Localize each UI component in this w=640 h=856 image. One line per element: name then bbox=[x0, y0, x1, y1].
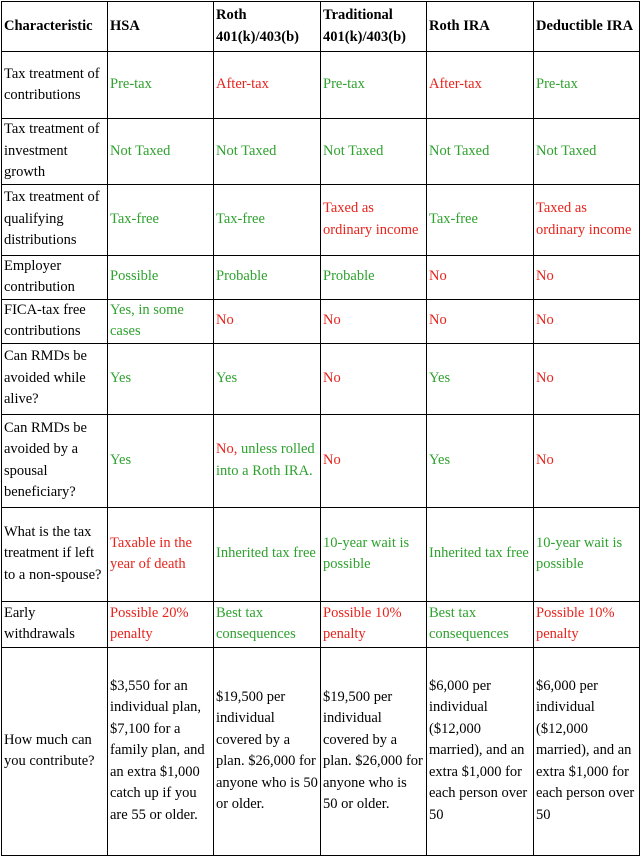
cell-text: Taxed as ordinary income bbox=[323, 200, 419, 238]
cell-traditional-401k bbox=[321, 119, 427, 185]
cell-text: Yes, in some cases bbox=[110, 301, 184, 339]
cell-traditional-401k bbox=[321, 647, 427, 855]
table-row bbox=[2, 601, 640, 647]
table-row bbox=[2, 343, 640, 414]
cell-text: $6,000 per individual ($12,000 married), and an extra $1,000 for each person over 50 bbox=[536, 677, 635, 823]
header-hsa: HSA bbox=[108, 2, 214, 52]
header-characteristic: Characteristic bbox=[2, 2, 108, 52]
cell-roth-401k bbox=[214, 601, 321, 647]
cell-text: No bbox=[429, 268, 447, 285]
cell-roth-401k bbox=[214, 414, 321, 507]
cell-text: No bbox=[429, 312, 447, 329]
cell-text: No bbox=[323, 451, 341, 468]
row-label: Tax treatment of investment growth bbox=[2, 119, 108, 185]
cell-text: Yes bbox=[110, 369, 132, 386]
cell-roth-ira bbox=[427, 647, 534, 855]
cell-roth-ira bbox=[427, 299, 534, 343]
row-label: Tax treatment of contributions bbox=[2, 52, 108, 119]
cell-text: Probable bbox=[216, 268, 268, 285]
cell-text: Possible 10% penalty bbox=[323, 604, 402, 642]
cell-roth-401k bbox=[214, 343, 321, 414]
table-row bbox=[2, 119, 640, 185]
cell-deductible-ira bbox=[534, 184, 640, 255]
cell-text: Not Taxed bbox=[429, 142, 490, 159]
cell-roth-ira bbox=[427, 343, 534, 414]
cell-text: After-tax bbox=[429, 76, 482, 93]
cell-hsa bbox=[108, 507, 214, 601]
cell-text: Tax-free bbox=[110, 210, 159, 227]
cell-traditional-401k bbox=[321, 52, 427, 119]
cell-traditional-401k bbox=[321, 601, 427, 647]
row-label: FICA-tax free contributions bbox=[2, 299, 108, 343]
row-label: What is the tax treatment if left to a non-spouse? bbox=[2, 507, 108, 601]
cell-roth-ira bbox=[427, 601, 534, 647]
cell-text: No bbox=[536, 312, 554, 329]
cell-hsa bbox=[108, 343, 214, 414]
header-row bbox=[2, 2, 640, 52]
cell-text: Not Taxed bbox=[216, 142, 277, 159]
cell-text: Probable bbox=[323, 268, 375, 285]
cell-text: Pre-tax bbox=[323, 76, 365, 93]
cell-deductible-ira bbox=[534, 343, 640, 414]
cell-text: Not Taxed bbox=[110, 142, 171, 159]
cell-text: Tax-free bbox=[216, 210, 265, 227]
header-roth-401k: Roth 401(k)/403(b) bbox=[214, 2, 321, 52]
cell-roth-401k bbox=[214, 52, 321, 119]
cell-deductible-ira bbox=[534, 601, 640, 647]
cell-text: $19,500 per individual covered by a plan. $26,000 for anyone who is 50 or older. bbox=[323, 688, 423, 812]
cell-deductible-ira bbox=[534, 299, 640, 343]
cell-text: Not Taxed bbox=[323, 142, 384, 159]
cell-text: Pre-tax bbox=[110, 76, 152, 93]
cell-traditional-401k bbox=[321, 507, 427, 601]
cell-traditional-401k bbox=[321, 255, 427, 299]
table-row bbox=[2, 52, 640, 119]
cell-text: No, bbox=[216, 441, 238, 457]
cell-text: Yes bbox=[216, 369, 238, 386]
cell-roth-ira bbox=[427, 52, 534, 119]
row-label: How much can you contribute? bbox=[2, 647, 108, 855]
cell-hsa bbox=[108, 119, 214, 185]
cell-traditional-401k bbox=[321, 414, 427, 507]
cell-text: 10-year wait is possible bbox=[323, 534, 410, 572]
cell-roth-401k bbox=[214, 507, 321, 601]
cell-deductible-ira bbox=[534, 414, 640, 507]
cell-text: Best tax consequences bbox=[429, 604, 509, 642]
cell-deductible-ira bbox=[534, 119, 640, 185]
cell-traditional-401k bbox=[321, 184, 427, 255]
cell-text: Taxable in the year of death bbox=[110, 534, 192, 572]
cell-text: No bbox=[216, 312, 234, 329]
cell-traditional-401k bbox=[321, 299, 427, 343]
cell-text: No bbox=[536, 369, 554, 386]
cell-text: After-tax bbox=[216, 76, 269, 93]
row-label: Tax treatment of qualifying distributions bbox=[2, 184, 108, 255]
header-traditional-401k: Traditional 401(k)/403(b) bbox=[321, 2, 427, 52]
table-row bbox=[2, 647, 640, 855]
cell-text: $19,500 per individual covered by a plan. $26,000 for anyone who is 50 or older. bbox=[216, 688, 318, 812]
cell-deductible-ira bbox=[534, 255, 640, 299]
row-label: Can RMDs be avoided by a spousal beneficiary? bbox=[2, 414, 108, 507]
cell-text: Yes bbox=[429, 369, 451, 386]
cell-roth-ira bbox=[427, 507, 534, 601]
cell-text: No bbox=[536, 451, 554, 468]
cell-roth-ira bbox=[427, 119, 534, 185]
cell-deductible-ira bbox=[534, 647, 640, 855]
cell-text: Yes bbox=[110, 451, 132, 468]
cell-roth-ira bbox=[427, 255, 534, 299]
cell-hsa bbox=[108, 52, 214, 119]
table-row bbox=[2, 507, 640, 601]
comparison-table bbox=[1, 1, 640, 856]
table-row bbox=[2, 255, 640, 299]
cell-text: Tax-free bbox=[429, 210, 478, 227]
header-roth-ira: Roth IRA bbox=[427, 2, 534, 52]
row-label: Can RMDs be avoided while alive? bbox=[2, 343, 108, 414]
cell-text: No bbox=[323, 369, 341, 386]
cell-traditional-401k bbox=[321, 343, 427, 414]
header-deductible-ira: Deductible IRA bbox=[534, 2, 640, 52]
cell-roth-401k bbox=[214, 647, 321, 855]
cell-text: Not Taxed bbox=[536, 142, 597, 159]
cell-text: $6,000 per individual ($12,000 married), and an extra $1,000 for each person over 50 bbox=[429, 677, 528, 823]
cell-text: Possible bbox=[110, 268, 159, 285]
cell-text: Best tax consequences bbox=[216, 604, 296, 642]
cell-text: Yes bbox=[429, 451, 451, 468]
cell-text: No bbox=[536, 268, 554, 285]
cell-deductible-ira bbox=[534, 507, 640, 601]
row-label: Employer contribution bbox=[2, 255, 108, 299]
cell-hsa bbox=[108, 184, 214, 255]
cell-hsa bbox=[108, 414, 214, 507]
cell-text: Inherited tax free bbox=[216, 545, 316, 562]
cell-hsa bbox=[108, 647, 214, 855]
cell-hsa bbox=[108, 299, 214, 343]
cell-text: $3,550 for an individual plan, $7,100 for a family plan, and an extra $1,000 catch up if you are 55 or older. bbox=[110, 677, 205, 823]
row-label: Early withdrawals bbox=[2, 601, 108, 647]
cell-hsa bbox=[108, 601, 214, 647]
cell-roth-401k bbox=[214, 299, 321, 343]
cell-text: Possible 20% penalty bbox=[110, 604, 189, 642]
table-body bbox=[2, 52, 640, 856]
cell-text: 10-year wait is possible bbox=[536, 534, 623, 572]
cell-roth-401k bbox=[214, 255, 321, 299]
cell-roth-ira bbox=[427, 414, 534, 507]
cell-roth-401k bbox=[214, 184, 321, 255]
cell-text: Pre-tax bbox=[536, 76, 578, 93]
cell-text: Inherited tax free bbox=[429, 545, 529, 562]
table-row bbox=[2, 184, 640, 255]
cell-text: Taxed as ordinary income bbox=[536, 200, 632, 238]
cell-hsa bbox=[108, 255, 214, 299]
cell-text: Possible 10% penalty bbox=[536, 604, 615, 642]
cell-roth-ira bbox=[427, 184, 534, 255]
table-row bbox=[2, 414, 640, 507]
table-row bbox=[2, 299, 640, 343]
cell-deductible-ira bbox=[534, 52, 640, 119]
cell-roth-401k bbox=[214, 119, 321, 185]
cell-text: unless rolled into a Roth IRA. bbox=[216, 441, 315, 479]
cell-text: No bbox=[323, 312, 341, 329]
